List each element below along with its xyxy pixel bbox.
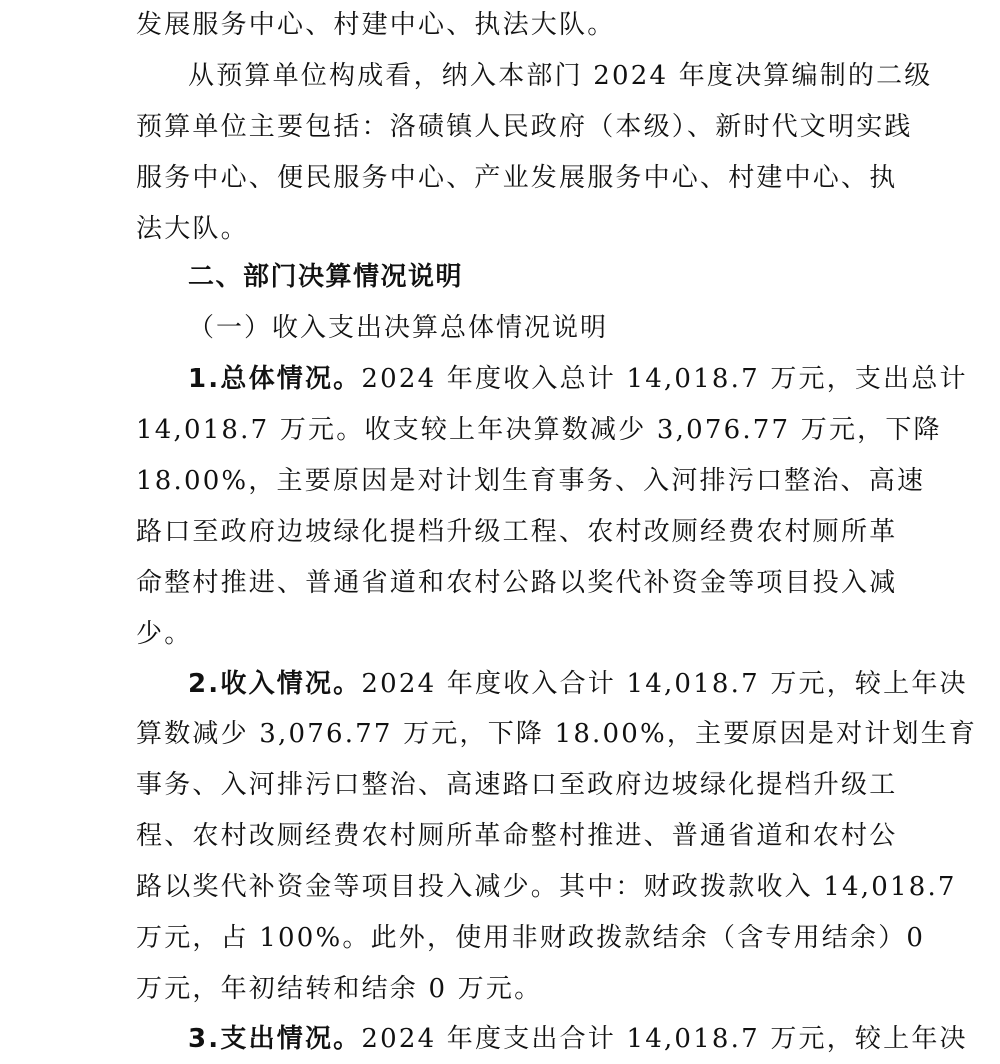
paragraph-line: 服务中心、便民服务中心、产业发展服务中心、村建中心、执 xyxy=(136,163,898,193)
paragraph-line: 命整村推进、普通省道和农村公路以奖代补资金等项目投入减 xyxy=(136,568,898,598)
paragraph-text: 2024 年度支出合计 14,018.7 万元，较上年决 xyxy=(361,1024,968,1054)
paragraph-line: 发展服务中心、村建中心、执法大队。 xyxy=(136,10,616,40)
paragraph-line: 程、农村改厕经费农村厕所革命整村推进、普通省道和农村公 xyxy=(136,821,898,851)
paragraph-line: 从预算单位构成看，纳入本部门 2024 年度决算编制的二级 xyxy=(188,61,933,91)
paragraph-text: 2024 年度收入合计 14,018.7 万元，较上年决 xyxy=(361,669,968,699)
paragraph-line: 路口至政府边坡绿化提档升级工程、农村改厕经费农村厕所革 xyxy=(136,517,898,547)
paragraph-line: 事务、入河排污口整治、高速路口至政府边坡绿化提档升级工 xyxy=(136,770,898,800)
paragraph-lead: 3.支出情况。 xyxy=(188,1024,362,1054)
subsection-heading: （一）收入支出决算总体情况说明 xyxy=(188,313,609,343)
paragraph-line: 万元，年初结转和结余 0 万元。 xyxy=(136,974,543,1004)
paragraph-lead: 2.收入情况。 xyxy=(188,669,362,699)
paragraph-line xyxy=(188,1014,968,1064)
paragraph-line: 路以奖代补资金等项目投入减少。其中：财政拨款收入 14,018.7 xyxy=(136,872,957,902)
paragraph-line: 少。 xyxy=(136,619,193,649)
paragraph-line xyxy=(188,354,968,404)
paragraph-line: 法大队。 xyxy=(136,214,249,244)
section-heading: 二、部门决算情况说明 xyxy=(188,262,464,292)
paragraph-line: 18.00%，主要原因是对计划生育事务、入河排污口整治、高速 xyxy=(136,466,926,496)
paragraph-lead: 1.总体情况。 xyxy=(188,364,362,394)
paragraph-line xyxy=(188,659,968,709)
paragraph-line: 预算单位主要包括：洛碛镇人民政府（本级）、新时代文明实践 xyxy=(136,112,913,142)
paragraph-text: 2024 年度收入总计 14,018.7 万元，支出总计 xyxy=(361,364,968,394)
paragraph-line: 14,018.7 万元。收支较上年决算数减少 3,076.77 万元，下降 xyxy=(136,415,942,445)
paragraph-line: 万元，占 100%。此外，使用非财政拨款结余（含专用结余）0 xyxy=(136,923,926,953)
paragraph-line: 算数减少 3,076.77 万元，下降 18.00%，主要原因是对计划生育 xyxy=(136,719,978,749)
